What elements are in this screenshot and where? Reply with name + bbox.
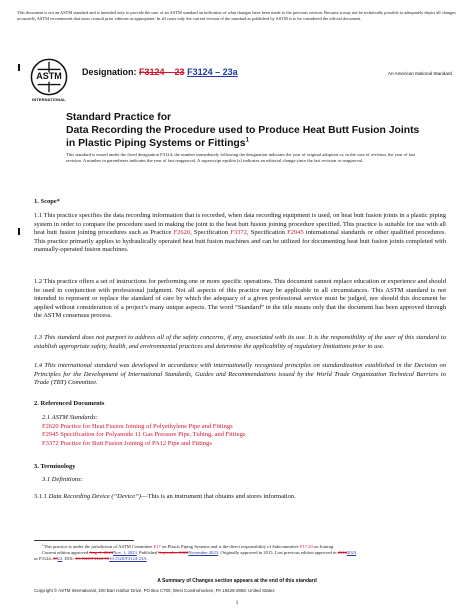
definition-3-1-1 <box>34 493 296 502</box>
paragraph-1-1 <box>34 212 446 255</box>
footnote-text: . <box>146 556 148 562</box>
copyright-line: Copyright © ASTM International, 100 Barr Harbor Drive, PO Box C700, West Conshohocken, PA 19428-2959. United States <box>34 588 275 593</box>
title-footnote-mark: 1 <box>245 137 249 144</box>
change-bar <box>18 64 20 71</box>
deleted-text: 10.1520/F3124-18 <box>75 556 110 562</box>
section-terminology-heading: 3. Terminology <box>34 463 76 470</box>
inserted-text: 2023 <box>346 550 357 556</box>
section-scope-heading: 1. Scope* <box>34 198 60 205</box>
deleted-text: September 2023 <box>158 550 189 556</box>
inserted-text: November 2023 <box>188 550 219 556</box>
logo-caption: INTERNATIONAL <box>32 97 66 102</box>
reference-item <box>42 440 245 449</box>
footnote-mark: 1 <box>42 542 44 547</box>
link-f17[interactable]: F17 <box>153 544 161 549</box>
paragraph-1-1-text-c: , Specification <box>246 229 288 237</box>
footnote-text: . DOI: <box>62 556 76 562</box>
summary-of-changes-note: A Summary of Changes section appears at the end of this standard <box>157 578 317 584</box>
paragraph-1-2: 1.2 This practice offers a set of instructions for performing one or more specific operations. This document cannot replace education or experience and should be used in conjunction with professional judgment. Not all aspects of this practice may be applicable in all circumstances. This ASTM standard is not intended to represent or replace the standard of care by which the adequacy of a given professional service must be judged, nor should this document be applied without consideration of a project’s many unique aspects. The word “Standard” in the title means only that the document has been approved through the ASTM consensus process. <box>34 278 446 320</box>
american-national-standard-note: An American National Standard <box>387 71 452 76</box>
footnote-text: . Originally approved in 2015. Last previous edition approved in <box>218 550 338 556</box>
footnote-text: Current edition approved <box>42 550 90 556</box>
link-f3372[interactable]: F3372 <box>230 229 247 237</box>
change-bar <box>18 228 20 235</box>
document-title <box>66 111 426 150</box>
section-references-heading: 2. Referenced Documents <box>34 400 105 407</box>
definitions-label: 3.1 Definitions: <box>42 476 83 483</box>
footnote-text: This practice is under the jurisdiction of ASTM Committee <box>43 544 154 549</box>
reference-list <box>42 414 245 448</box>
inserted-text: Nov. 1, 2023 <box>113 550 137 556</box>
document-notice: This document is not an ASTM standard and is intended only to provide the user of an ASTM standard an indication of what changes have been made to the previous version. Because it may not be technically possible to adequately depict all changes accurately, ASTM recommends that users consult prior editions as appropriate. In all cases only the current version of the standard as published by ASTM is to be considered the official document. <box>17 10 456 21</box>
astm-standards-label: 2.1 ASTM Standards: <box>42 414 98 421</box>
reference-code[interactable]: F3372 <box>42 439 59 447</box>
designation-label: Designation: <box>82 67 137 77</box>
page-number: 1 <box>235 600 239 606</box>
definition-number: 3.1.1 <box>34 493 49 500</box>
designation <box>82 67 238 77</box>
link-f2945[interactable]: F2945 <box>287 229 304 237</box>
footnote <box>34 544 446 563</box>
footnote-text: as F3124– <box>34 556 54 562</box>
footnote-text: . Published <box>136 550 159 556</box>
reference-title[interactable]: Practice for Heat Fusion Joining of Polyethylene Pipe and Fittings <box>58 422 233 430</box>
logo-mark-text: ASTM <box>36 71 62 81</box>
link-f17-20[interactable]: F17.20 <box>299 544 313 549</box>
footnote-text: on Joining. <box>312 544 335 549</box>
paragraph-1-3: 1.3 This standard does not purport to address all of the safety concerns, if any, associated with its use. It is the responsibility of the user of this standard to establish appropriate safety, health, and environmental practices and determine the applicability of regulatory limitations prior to use. <box>34 334 446 350</box>
paragraph-1-1-text-a: 1.1 This practice specifies the data recording information that is recorded, when data recording equipment is used, on heat butt fusion joints in a plastic piping system in order to compare the procedure used in making the joint to the heat butt fusion joining procedure specified. This practice is suitable for use with all heat butt fusion joining procedures such as Practice <box>34 212 446 237</box>
paragraph-1-4: 1.4 This international standard was developed in accordance with internationally recognized principles on standardization established in the Decision on Principles for the Development of International Standards, Guides and Recommendations issued by the World Trade Organization Technical Barriers to Trade (TBT) Committee. <box>34 362 446 387</box>
title-line-1: Standard Practice for <box>66 112 172 123</box>
paragraph-1-1-text-b: , Specification <box>190 229 231 237</box>
definition-text: —This is an instrument that obtains and stores information. <box>140 493 296 500</box>
title-line-2: Data Recording the Procedure used to Produce Heat Butt Fusion Joints in Plastic Piping Systems or Fittings <box>66 125 420 149</box>
reference-code[interactable]: F2620 <box>42 422 59 430</box>
footnote-text: on Plastic Piping Systems and is the direct responsibility of Subcommittee <box>160 544 300 549</box>
deleted-text: 18 <box>53 556 58 562</box>
issued-note: This standard is issued under the fixed designation F3124; the number immediately following the designation indicates the year of original adoption or, in the case of revision, the year of last revision. A number in parentheses indicates the year of last reapproval. A superscript epsilon (ε) indicates an editorial change since the last revision or reapproval. <box>66 152 416 164</box>
reference-title[interactable]: Specification for Polyamide 11 Gas Pressure Pipe, Tubing, and Fittings <box>58 431 246 439</box>
inserted-text: 10.1520/F3124-23A <box>109 556 147 562</box>
reference-item <box>42 431 245 440</box>
definition-term: Data Recording Device (“Device”) <box>48 493 141 500</box>
link-f2620[interactable]: F2620 <box>173 229 191 237</box>
reference-title[interactable]: Practice for Butt Fusion Joining of PA12 Pipe and Fittings <box>58 439 212 447</box>
deleted-text: Aug. 1, 2023 <box>89 550 114 556</box>
reference-item <box>42 423 245 432</box>
paragraph-1-1-text-d: international standards or other qualified procedures. This practice primarily applies to hydraulically operated heat butt fusion machines and can be utilized for documenting heat butt fusion joints completed with manually-operated fusion machines. <box>34 229 446 254</box>
deleted-text: 2018 <box>337 550 347 556</box>
footnote-rule <box>34 540 134 541</box>
reference-code[interactable]: F2945 <box>42 431 59 439</box>
new-designation: F3124 – 23a <box>187 67 238 77</box>
inserted-text: 23 <box>57 556 63 562</box>
old-designation: F3124 – 23 <box>139 67 185 77</box>
